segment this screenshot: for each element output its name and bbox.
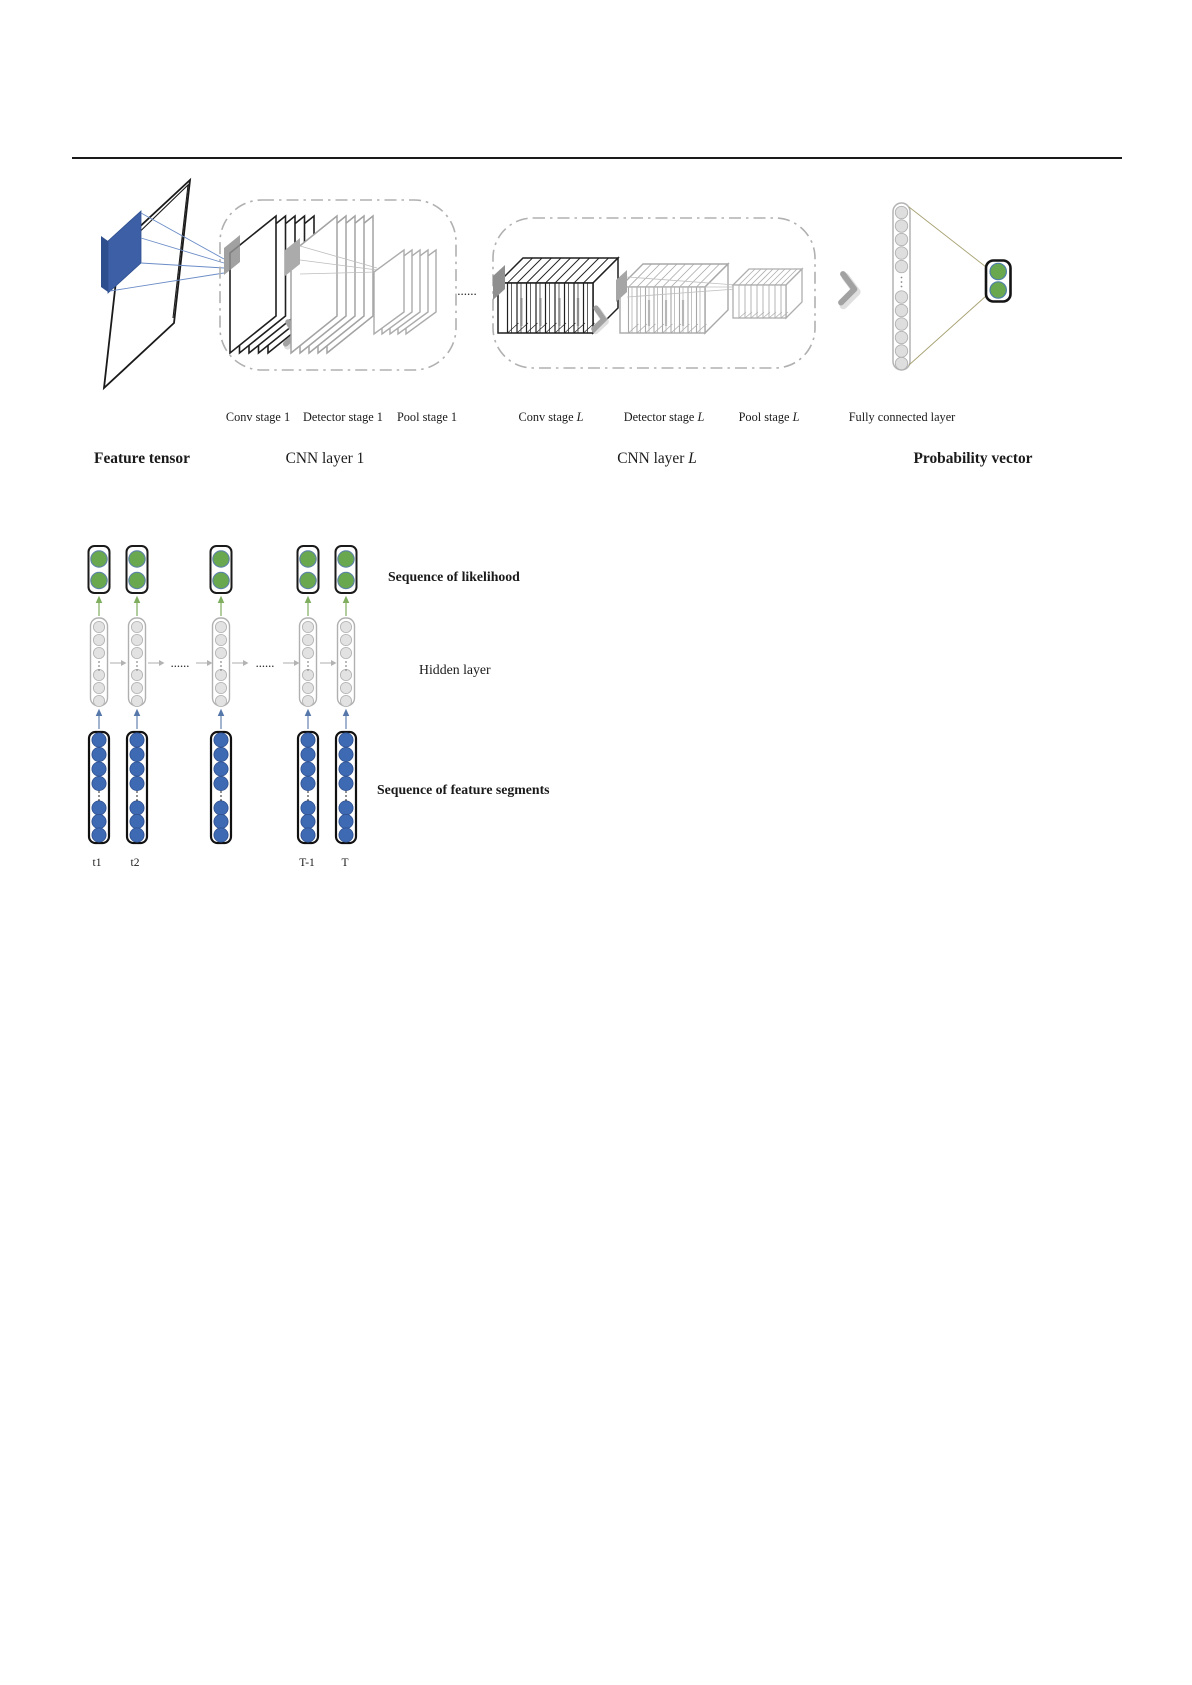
time-label-t2: t2 <box>130 857 140 869</box>
chevron-right-icon <box>841 274 858 306</box>
hidden-column <box>338 618 355 707</box>
label-feature-tensor: Feature tensor <box>94 450 190 467</box>
pool-stage-L-block <box>733 269 802 318</box>
time-label-t1: t1 <box>92 857 102 869</box>
hidden-row <box>91 618 355 707</box>
feature-tensor <box>101 180 224 388</box>
stage-label-pool-L: Pool stage L <box>738 410 800 424</box>
ellipsis-dots: ...... <box>457 283 477 298</box>
hidden-column <box>300 618 317 707</box>
stage-label-conv-L: Conv stage L <box>518 410 584 424</box>
stage-label-detector-1: Detector stage 1 <box>303 410 383 424</box>
main-labels <box>94 450 1033 467</box>
cnn-layer-L <box>493 218 815 368</box>
detector-stage-L-block <box>616 264 728 333</box>
time-labels <box>93 857 349 869</box>
likelihood-row <box>89 546 357 593</box>
pool-stage-1-stack <box>374 250 436 334</box>
stage-labels <box>226 410 955 424</box>
likelihood-box <box>336 546 357 593</box>
top-figure <box>94 180 1033 467</box>
cnn-layer-1 <box>220 200 456 370</box>
time-label-T: T <box>341 857 349 869</box>
label-sequence-of-feature-segments: Sequence of feature segments <box>377 782 550 797</box>
label-sequence-of-likelihood: Sequence of likelihood <box>388 569 520 584</box>
feature-row <box>89 732 356 843</box>
fully-connected-column <box>893 203 910 370</box>
label-hidden-layer: Hidden layer <box>419 662 491 677</box>
feature-to-hidden-arrows <box>96 709 350 729</box>
hidden-column <box>91 618 108 707</box>
hidden-to-likelihood-arrows <box>96 596 350 616</box>
probability-vector-box <box>986 261 1011 302</box>
label-cnn-layer-L: CNN layer L <box>617 450 697 467</box>
bottom-figure <box>89 546 551 869</box>
hidden-column <box>129 618 146 707</box>
stage-label-pool-1: Pool stage 1 <box>396 410 458 424</box>
feature-column <box>89 732 109 843</box>
label-probability-vector: Probability vector <box>913 450 1033 467</box>
likelihood-box <box>127 546 148 593</box>
label-cnn-layer-1: CNN layer 1 <box>285 450 365 467</box>
feature-column <box>127 732 147 843</box>
feature-column <box>298 732 318 843</box>
ellipsis-dots: ...... <box>255 656 275 670</box>
stage-label-conv-1: Conv stage 1 <box>225 410 291 424</box>
stage-label-detector-L: Detector stage L <box>623 410 705 424</box>
time-label-T-1: T-1 <box>299 857 315 869</box>
stage-label-fully-connected: Fully connected layer <box>848 410 956 424</box>
ellipsis-dots: ...... <box>170 656 190 670</box>
hidden-column <box>213 618 230 707</box>
feature-column <box>211 732 231 843</box>
likelihood-box <box>89 546 110 593</box>
fc-output-connectors <box>909 207 986 365</box>
feature-column <box>336 732 356 843</box>
likelihood-box <box>211 546 232 593</box>
feature-patch-side <box>101 236 108 292</box>
likelihood-box <box>298 546 319 593</box>
